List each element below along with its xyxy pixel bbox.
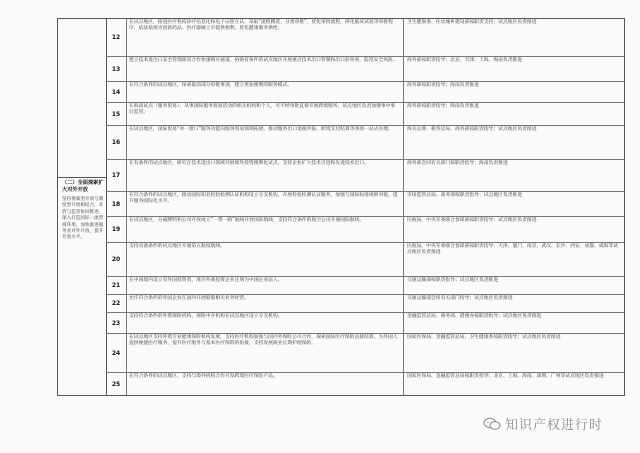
table-rows (106, 19, 624, 395)
watermark (483, 414, 603, 433)
table-row (106, 19, 624, 57)
row-responsibility-text: 商务部会同有关部门按职责指导；海南负责推进 (407, 161, 508, 166)
row-number: 13 (106, 57, 127, 81)
row-number: 15 (106, 103, 127, 125)
row-responsibility-text: 海关总署、税务总局、商务部按职责指导；试点地区负责推进 (407, 127, 537, 132)
row-responsibility-text: 金融监管总局、商务部、港澳办按职责指导；试点地区负责推进 (407, 314, 542, 319)
category-column (58, 19, 107, 395)
table-row (106, 103, 624, 126)
row-measure-text: 在符合条件的试点地区，支持与境外机构合作开发跨境医疗保险产品。 (126, 373, 404, 396)
row-number: 12 (106, 19, 127, 56)
row-measure-text: 在试点地区，国际贸易“单一窗口”服务功能向服务贸易领域拓展，推动服务出口退税申报、跨境支付结算等事项一站式办理。 (126, 126, 404, 159)
row-measure-text: 建立技术进出口安全管理部省合作快速响应通道，协助有条件的试点地区开展重点技术出口管制和出口前审查，防范安全风险。 (126, 57, 404, 81)
category-cell (58, 177, 106, 396)
row-number: 22 (106, 295, 127, 312)
row-responsibility-text: 商务部按职责指导；北京、天津、上海、海南负责推进 (407, 58, 523, 63)
row-measure-text: 在试点地区支持外资专业健康保险机构发展，支持医疗机构加强与国内外保险公司合作，探索国际医疗保险直接结算，为外国人提供便捷医疗服务，提升医疗服务与基本医疗保险的衔接，支持发展商业长期护理保险。 (126, 334, 404, 372)
row-measure-text: 在海南试点（服务贸易），从事国际服务贸易活动的相关机构和个人，可不经审批直接开展跨境服务，试点地区负责加强事中事后监管。 (126, 103, 404, 125)
row-measure-text: 允许符合条件的外国企业在国内开展船舶相关业务经营。 (126, 295, 404, 312)
row-responsibility-text: 交通运输部会同有关部门指导；试点地区负责推进 (407, 296, 513, 301)
table-row (106, 126, 624, 160)
row-responsibility-text: 商务部按职责指导；海南负责推进 (407, 83, 479, 88)
row-responsibility-text: 卫生健康委、住房城乡建设部按职责支持；试点地区负责推进 (407, 20, 537, 25)
row-number: 18 (106, 192, 127, 216)
row-number: 20 (106, 243, 127, 276)
row-measure-text: 在有条件的试点地区，研究在技术进出口领域开展境外投资便利化试点，支持企业扩大技术引进和先进技术出口。 (126, 160, 404, 191)
policy-table (57, 18, 625, 396)
table-row (106, 313, 624, 334)
row-responsibility-text: 市场监管总局、商务部按职责指导；试点地区负责推进 (407, 193, 523, 198)
row-number: 14 (106, 82, 127, 102)
table-row (106, 373, 624, 396)
row-number: 17 (106, 160, 127, 191)
table-row (106, 192, 624, 217)
row-measure-text: 支持符合条件的外资保险机构、保险中介机构在试点地区设立分支机构。 (126, 313, 404, 333)
row-measure-text: 在符合条件的试点地区，探索取消部分审批事项，建立更加便利的服务模式。 (126, 82, 404, 102)
row-responsibility-text: 民航局、中央军委联合参谋部按职责指导；天津、厦门、南京、武汉、长沙、西安、成都、威海等试点地区负责推进 (407, 244, 619, 256)
row-number: 16 (106, 126, 127, 159)
table-row (106, 277, 624, 295)
table-row (106, 243, 624, 277)
row-number: 25 (106, 373, 127, 396)
table-row (106, 295, 624, 313)
row-measure-text: 在中国境内设立有外国投资者，准许外商投资企业注册为中国企业法人。 (126, 277, 404, 294)
table-row (106, 82, 624, 103)
table-row (106, 334, 624, 373)
table-row (106, 57, 624, 82)
category-description: 坚持要素型开放与制度型开放相结合，开放与监管协同推进，深入打造国际一流营商环境，加快推进服务业对外开放，提升开放水平。 (62, 197, 104, 241)
row-number: 21 (106, 277, 127, 294)
table-row (106, 160, 624, 192)
row-responsibility-text: 民航局、中央军委联合参谋部按职责指导；试点地区负责推进 (407, 218, 537, 223)
row-number: 24 (106, 334, 127, 372)
row-responsibility-text: 国家医保局、金融监管总局、卫生健康委按职责指导；试点地区负责推进 (407, 335, 561, 340)
row-responsibility-text: 商务部按职责指导；海南负责推进 (407, 104, 479, 109)
row-number: 19 (106, 217, 127, 242)
row-number: 23 (106, 313, 127, 333)
row-measure-text: 在试点地区，分离牌照和公司开放成立“一带一路”航线开放国际航线，支持符合条件的航空公司开通国际航线。 (126, 217, 404, 242)
table-row (106, 217, 624, 243)
category-heading: （二）全面探索扩大对外开放 (62, 180, 104, 193)
row-measure-text: 在符合条件的试点地区，推动国际知名检验检测认证机构设立分支机构，开展检验检测认证服务，加强与国际标准规则对接，提升服务国际化水平。 (126, 192, 404, 216)
watermark-text: 知识产权进行时 (505, 418, 604, 433)
row-responsibility-text: 国家医保局、金融监管总局按职责指导；北京、上海、海南、深圳、广州等试点地区负责推进 (407, 374, 604, 379)
row-measure-text: 支持具备条件的试点地区开通第五航权航线。 (126, 243, 404, 276)
row-measure-text: 在试点地区，推进医疗机构诊疗信息化和电子证照互认，采取“流程精选、分类审批”，优化审批流程，简化临床试验等审批程序，依法依规为创新药品、医疗器械上市提供便利，优化健康服务供给。 (126, 19, 404, 56)
row-responsibility-text: 交通运输部按职责指导；试点地区负责推进 (407, 278, 499, 283)
wechat-bubble-icon (483, 417, 501, 431)
